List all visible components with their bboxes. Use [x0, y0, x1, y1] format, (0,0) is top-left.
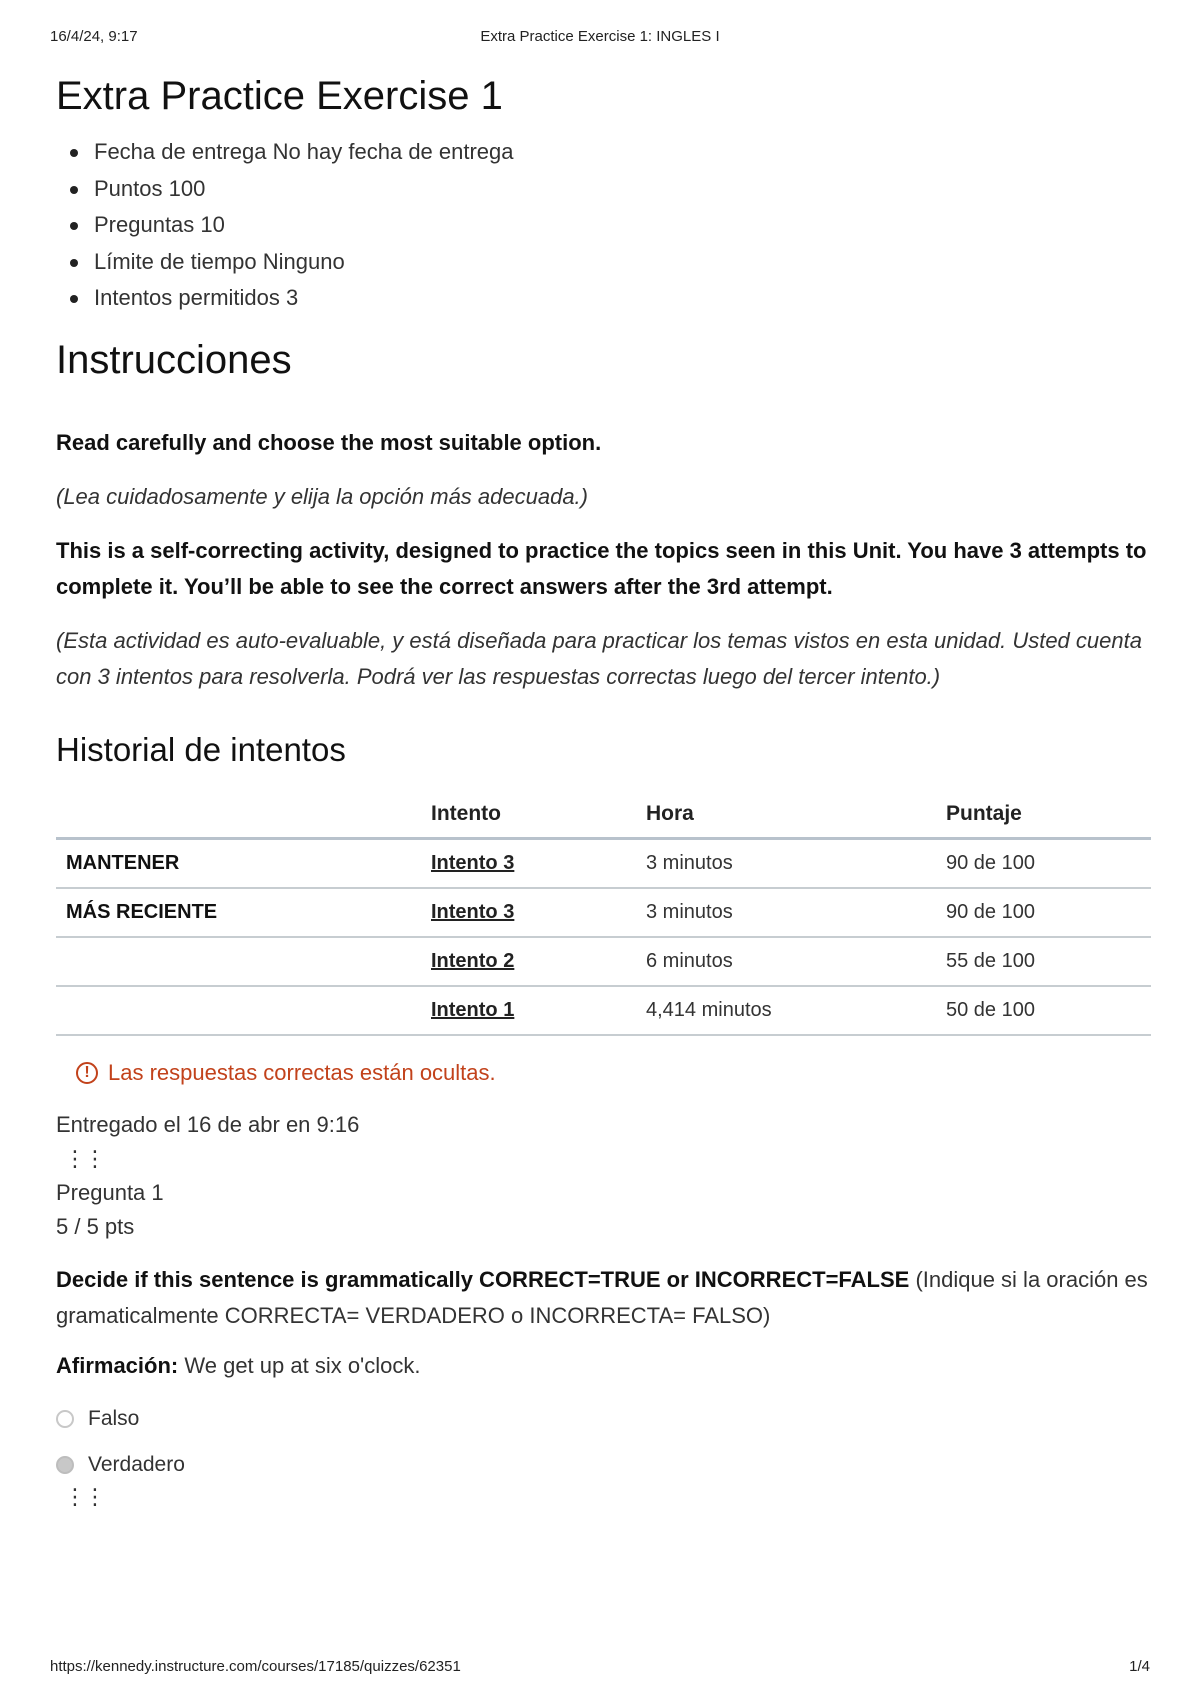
- instructions-english-details: This is a self-correcting activity, designed to practice the topics seen in this Unit. You have 3 attempts to complete it. You’ll be able to see the correct answers after the 3rd attempt.: [56, 537, 1147, 599]
- table-row: [56, 986, 1151, 1035]
- attempt-history-heading: Historial de intentos: [56, 730, 346, 768]
- print-datetime: 16/4/24, 9:17: [50, 28, 138, 45]
- question-points: 5 / 5 pts: [56, 1213, 135, 1239]
- meta-allowed-attempts: Intentos permitidos 3: [94, 280, 1151, 317]
- question-statement: [56, 1348, 1151, 1384]
- instructions-spanish: (Lea cuidadosamente y elija la opción más adecuada.): [56, 483, 588, 509]
- attempt-time: 3 minutos: [636, 888, 936, 937]
- instructions-heading: Instrucciones: [56, 337, 292, 382]
- answers-hidden-alert: [76, 1058, 1151, 1088]
- meta-points: Puntos 100: [94, 171, 1151, 208]
- quiz-meta-list: [56, 134, 1151, 317]
- attempt-time: 6 minutos: [636, 937, 936, 986]
- question-label: Pregunta 1: [56, 1179, 164, 1205]
- column-header-label: [56, 791, 421, 839]
- attempt-time: 3 minutos: [636, 838, 936, 888]
- table-row: [56, 838, 1151, 888]
- attempt-link[interactable]: Intento 1: [431, 998, 515, 1021]
- answer-option-verdadero[interactable]: [56, 1450, 1151, 1480]
- attempt-score: 90 de 100: [936, 888, 1151, 937]
- attempt-link[interactable]: Intento 3: [431, 900, 515, 923]
- attempt-time: 4,414 minutos: [636, 986, 936, 1035]
- row-label: [56, 937, 421, 986]
- print-page-number: 1/4: [1129, 1658, 1150, 1675]
- row-label: [56, 986, 421, 1035]
- question-prompt: [56, 1262, 1151, 1334]
- submitted-at: Entregado el 16 de abr en 9:16: [56, 1111, 360, 1137]
- answer-label: Falso: [88, 1406, 140, 1430]
- meta-time-limit: Límite de tiempo Ninguno: [94, 244, 1151, 281]
- answer-label: Verdadero: [88, 1452, 185, 1476]
- column-header-attempt: Intento: [421, 791, 636, 839]
- meta-questions: Preguntas 10: [94, 207, 1151, 244]
- answer-option-falso[interactable]: [56, 1404, 1151, 1434]
- attempt-score: 50 de 100: [936, 986, 1151, 1035]
- instructions-spanish-details: (Esta actividad es auto-evaluable, y está diseñada para practicar los temas vistos en esta unidad. Usted cuenta con 3 intentos para resolverla. Podrá ver las respuestas correctas luego del tercer intento.): [56, 627, 1142, 689]
- quiz-content: [56, 72, 1151, 1514]
- row-label: MÁS RECIENTE: [56, 888, 421, 937]
- statement-text: We get up at six o'clock.: [178, 1352, 421, 1378]
- attempt-score: 90 de 100: [936, 838, 1151, 888]
- attempt-history-table: [56, 791, 1151, 1036]
- attempt-link[interactable]: Intento 2: [431, 949, 515, 972]
- alert-text: Las respuestas correctas están ocultas.: [108, 1059, 496, 1085]
- drag-handle-icon: ⋮⋮: [64, 1483, 104, 1509]
- statement-label: Afirmación:: [56, 1352, 179, 1378]
- column-header-time: Hora: [636, 791, 936, 839]
- drag-handle-icon: ⋮⋮: [64, 1145, 104, 1171]
- page-title: Extra Practice Exercise 1: [56, 74, 503, 118]
- attempt-score: 55 de 100: [936, 937, 1151, 986]
- question-prompt-rest: (Indique si la oración es gramaticalmente CORRECTA= VERDADERO o INCORRECTA= FALSO): [56, 1266, 1148, 1328]
- radio-button[interactable]: [56, 1410, 74, 1428]
- instructions-english: Read carefully and choose the most suitable option.: [56, 429, 602, 455]
- table-row: [56, 937, 1151, 986]
- radio-button-selected[interactable]: [56, 1456, 74, 1474]
- print-url: https://kennedy.instructure.com/courses/17185/quizzes/62351: [50, 1658, 461, 1675]
- table-row: [56, 888, 1151, 937]
- warning-circle-icon: !: [76, 1062, 98, 1084]
- table-header-row: [56, 791, 1151, 839]
- row-label: MANTENER: [56, 838, 421, 888]
- meta-due-date: Fecha de entrega No hay fecha de entrega: [94, 134, 1151, 171]
- column-header-score: Puntaje: [936, 791, 1151, 839]
- question-prompt-bold: Decide if this sentence is grammatically CORRECT=TRUE or INCORRECT=FALSE: [56, 1266, 910, 1292]
- print-document-title: Extra Practice Exercise 1: INGLES I: [480, 28, 720, 45]
- attempt-link[interactable]: Intento 3: [431, 851, 515, 874]
